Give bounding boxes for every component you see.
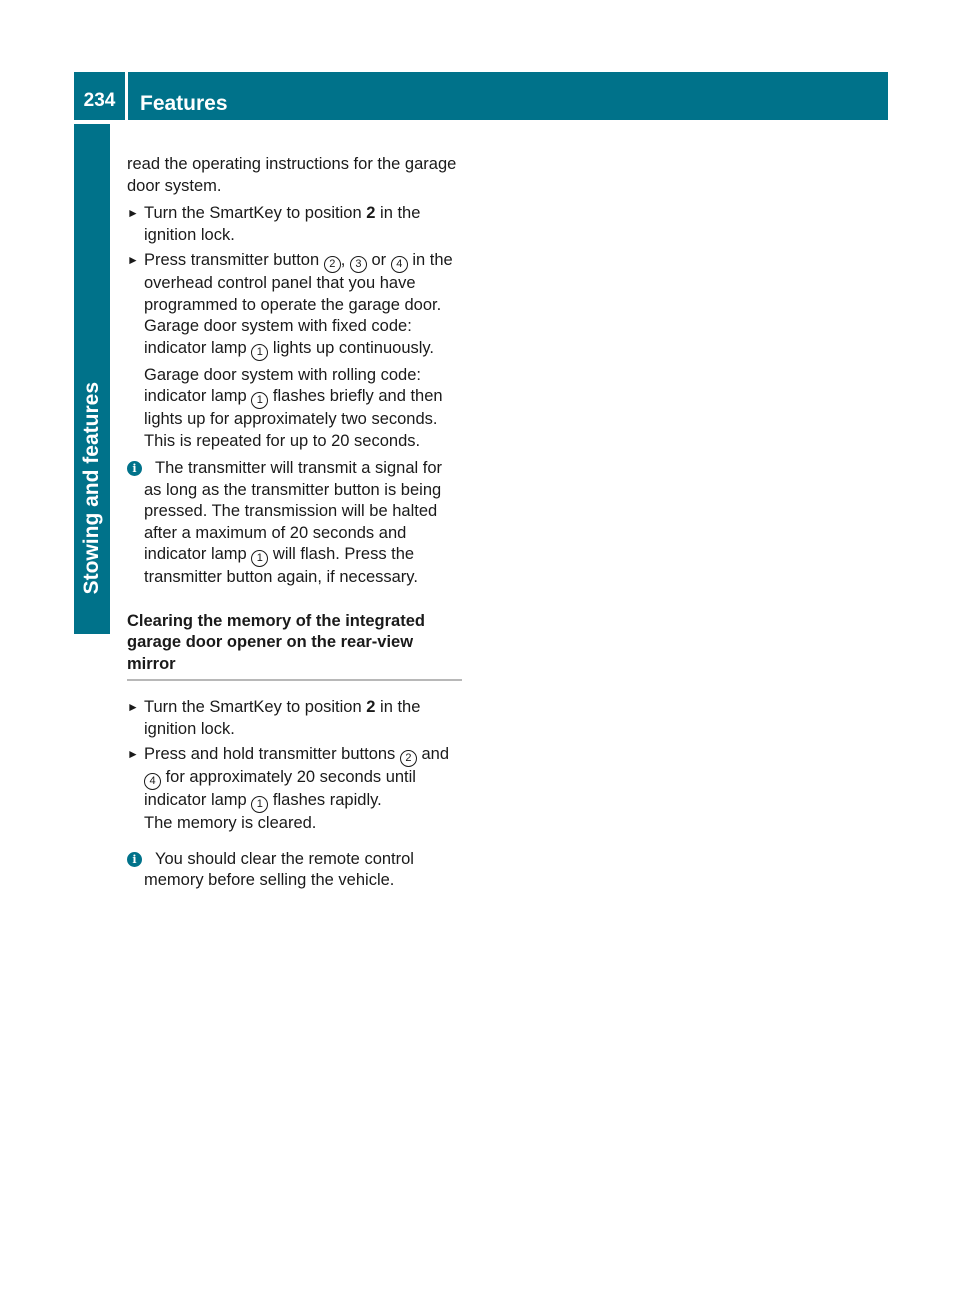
callout-4-icon: 4 — [391, 256, 408, 273]
step-turn-key: ► Turn the SmartKey to position 2 in the ignition lock. — [127, 204, 421, 244]
info-note: i You should clear the remote control memory before selling the vehicle. — [127, 849, 462, 892]
result-text: The memory is cleared. — [144, 814, 317, 832]
info-note: i The transmitter will transmit a signal for as long as the transmitter button is being pressed. The transmission will be halted after a maximum of 20 seconds and indicator lamp 1 will flash. Press the transmitter button again, if necessary. — [127, 458, 462, 589]
callout-1-icon: 1 — [251, 392, 268, 409]
section-tab-label: Stowing and features — [80, 381, 103, 594]
step-press-button: ► Press transmitter button 2 , 3 or 4 in the overhead control panel that you have programmed to operate the garage door. Garage door system with fixed code: indicator lamp 1 lights up continuously. — [127, 250, 462, 361]
step-press-hold: ► Press and hold transmitter buttons 2 and 4 for approximately 20 seconds until indicator lamp 1 flashes rapidly. The memory is cleared. — [127, 745, 450, 832]
page-number: 234 — [74, 72, 125, 120]
callout-2-icon: 2 — [324, 256, 341, 273]
step-arrow-icon: ► — [127, 206, 139, 220]
step-arrow-icon: ► — [127, 253, 139, 267]
info-icon: i — [127, 852, 142, 867]
step-arrow-icon: ► — [127, 747, 139, 761]
callout-4-icon: 4 — [144, 773, 161, 790]
section-heading: Clearing the memory of the integrated garage door opener on the rear-view mirror — [127, 611, 462, 682]
step-arrow-icon: ► — [127, 700, 139, 714]
callout-1-icon: 1 — [251, 796, 268, 813]
callout-3-icon: 3 — [350, 256, 367, 273]
callout-1-icon: 1 — [251, 344, 268, 361]
callout-2-icon: 2 — [400, 750, 417, 767]
page-content — [127, 154, 462, 892]
section-tab-label-wrap — [74, 124, 110, 594]
info-icon: i — [127, 461, 142, 476]
step-turn-key-2: ► Turn the SmartKey to position 2 in the ignition lock. — [127, 698, 421, 738]
page-header-title: Features — [128, 72, 888, 120]
rolling-code-text: Garage door system with rolling code: indicator lamp 1 flashes briefly and then lights up for approximately two seconds. This is repeated for up to 20 seconds. — [144, 365, 443, 450]
callout-1-icon: 1 — [251, 550, 268, 567]
intro-text: read the operating instructions for the garage door system. — [127, 155, 457, 195]
